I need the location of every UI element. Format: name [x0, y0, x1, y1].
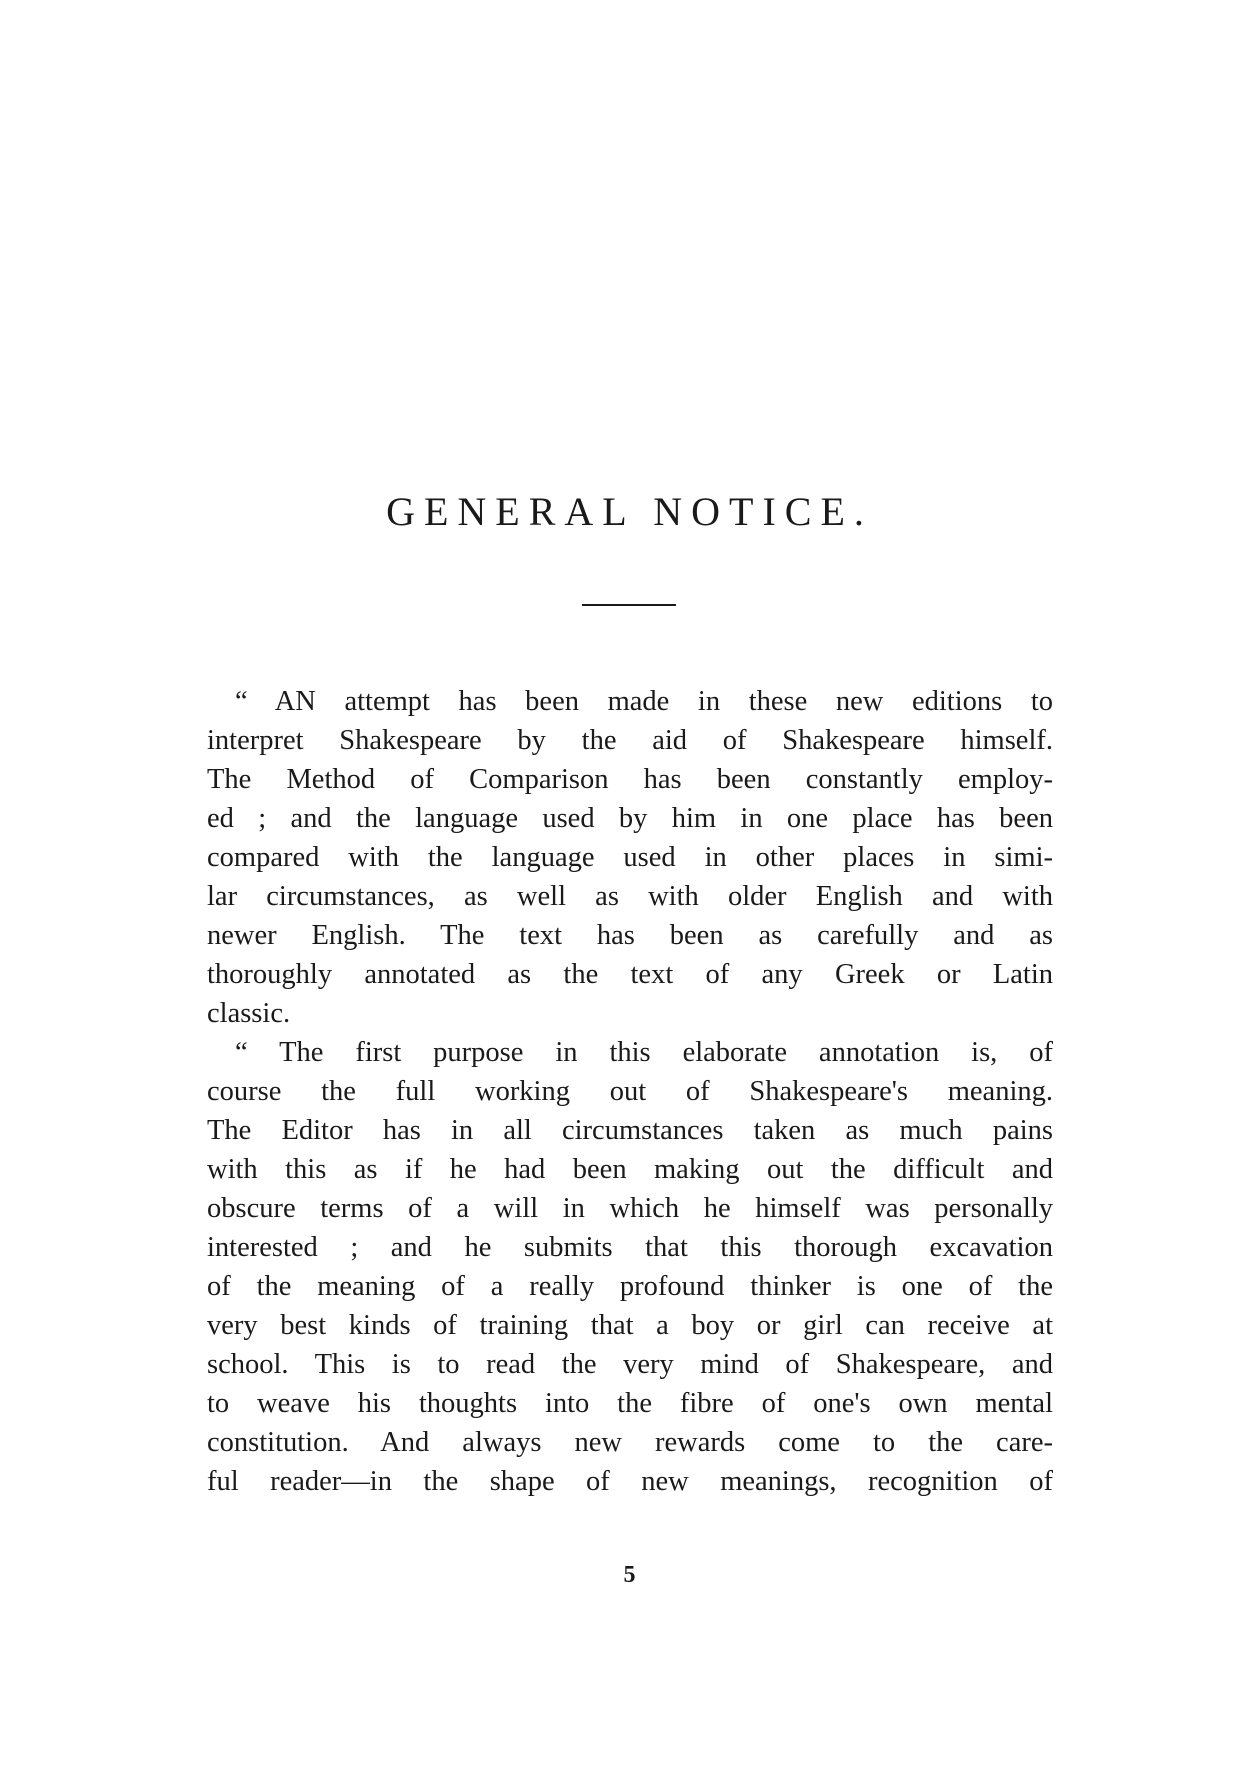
text-line: The Editor has in all circumstances taken as much pains — [207, 1115, 1053, 1146]
text-line: with this as if he had been making out the difficult and — [207, 1154, 1053, 1185]
text-line: “ The first purpose in this elaborate annotation is, of — [235, 1037, 1053, 1068]
text-line: compared with the language used in other places in simi- — [207, 842, 1053, 873]
text-line: course the full working out of Shakespeare's meaning. — [207, 1076, 1053, 1107]
text-line: to weave his thoughts into the fibre of one's own mental — [207, 1388, 1053, 1419]
text-line: newer English. The text has been as carefully and as — [207, 920, 1053, 951]
text-line: interested ; and he submits that this thorough excavation — [207, 1232, 1053, 1263]
text-line: The Method of Comparison has been constantly employ- — [207, 764, 1053, 795]
text-line: classic. — [207, 998, 291, 1029]
text-line: interpret Shakespeare by the aid of Shakespeare himself. — [207, 725, 1053, 756]
text-line: obscure terms of a will in which he himself was personally — [207, 1193, 1053, 1224]
text-line: ful reader—in the shape of new meanings, recognition of — [207, 1466, 1053, 1497]
page-title: GENERAL NOTICE. — [386, 489, 873, 534]
text-line: of the meaning of a really profound thinker is one of the — [207, 1271, 1053, 1302]
text-line: school. This is to read the very mind of Shakespeare, and — [207, 1349, 1053, 1380]
text-line: constitution. And always new rewards come to the care- — [207, 1427, 1053, 1458]
title-divider — [582, 604, 676, 606]
page-number: 5 — [623, 1562, 636, 1588]
text-line: very best kinds of training that a boy or girl can receive at — [207, 1310, 1053, 1341]
text-line: ed ; and the language used by him in one place has been — [207, 803, 1053, 834]
text-line: thoroughly annotated as the text of any Greek or Latin — [207, 959, 1053, 990]
notice-text — [207, 682, 1053, 1501]
text-line: lar circumstances, as well as with older English and with — [207, 881, 1053, 912]
text-line: “ AN attempt has been made in these new editions to — [235, 686, 1053, 717]
